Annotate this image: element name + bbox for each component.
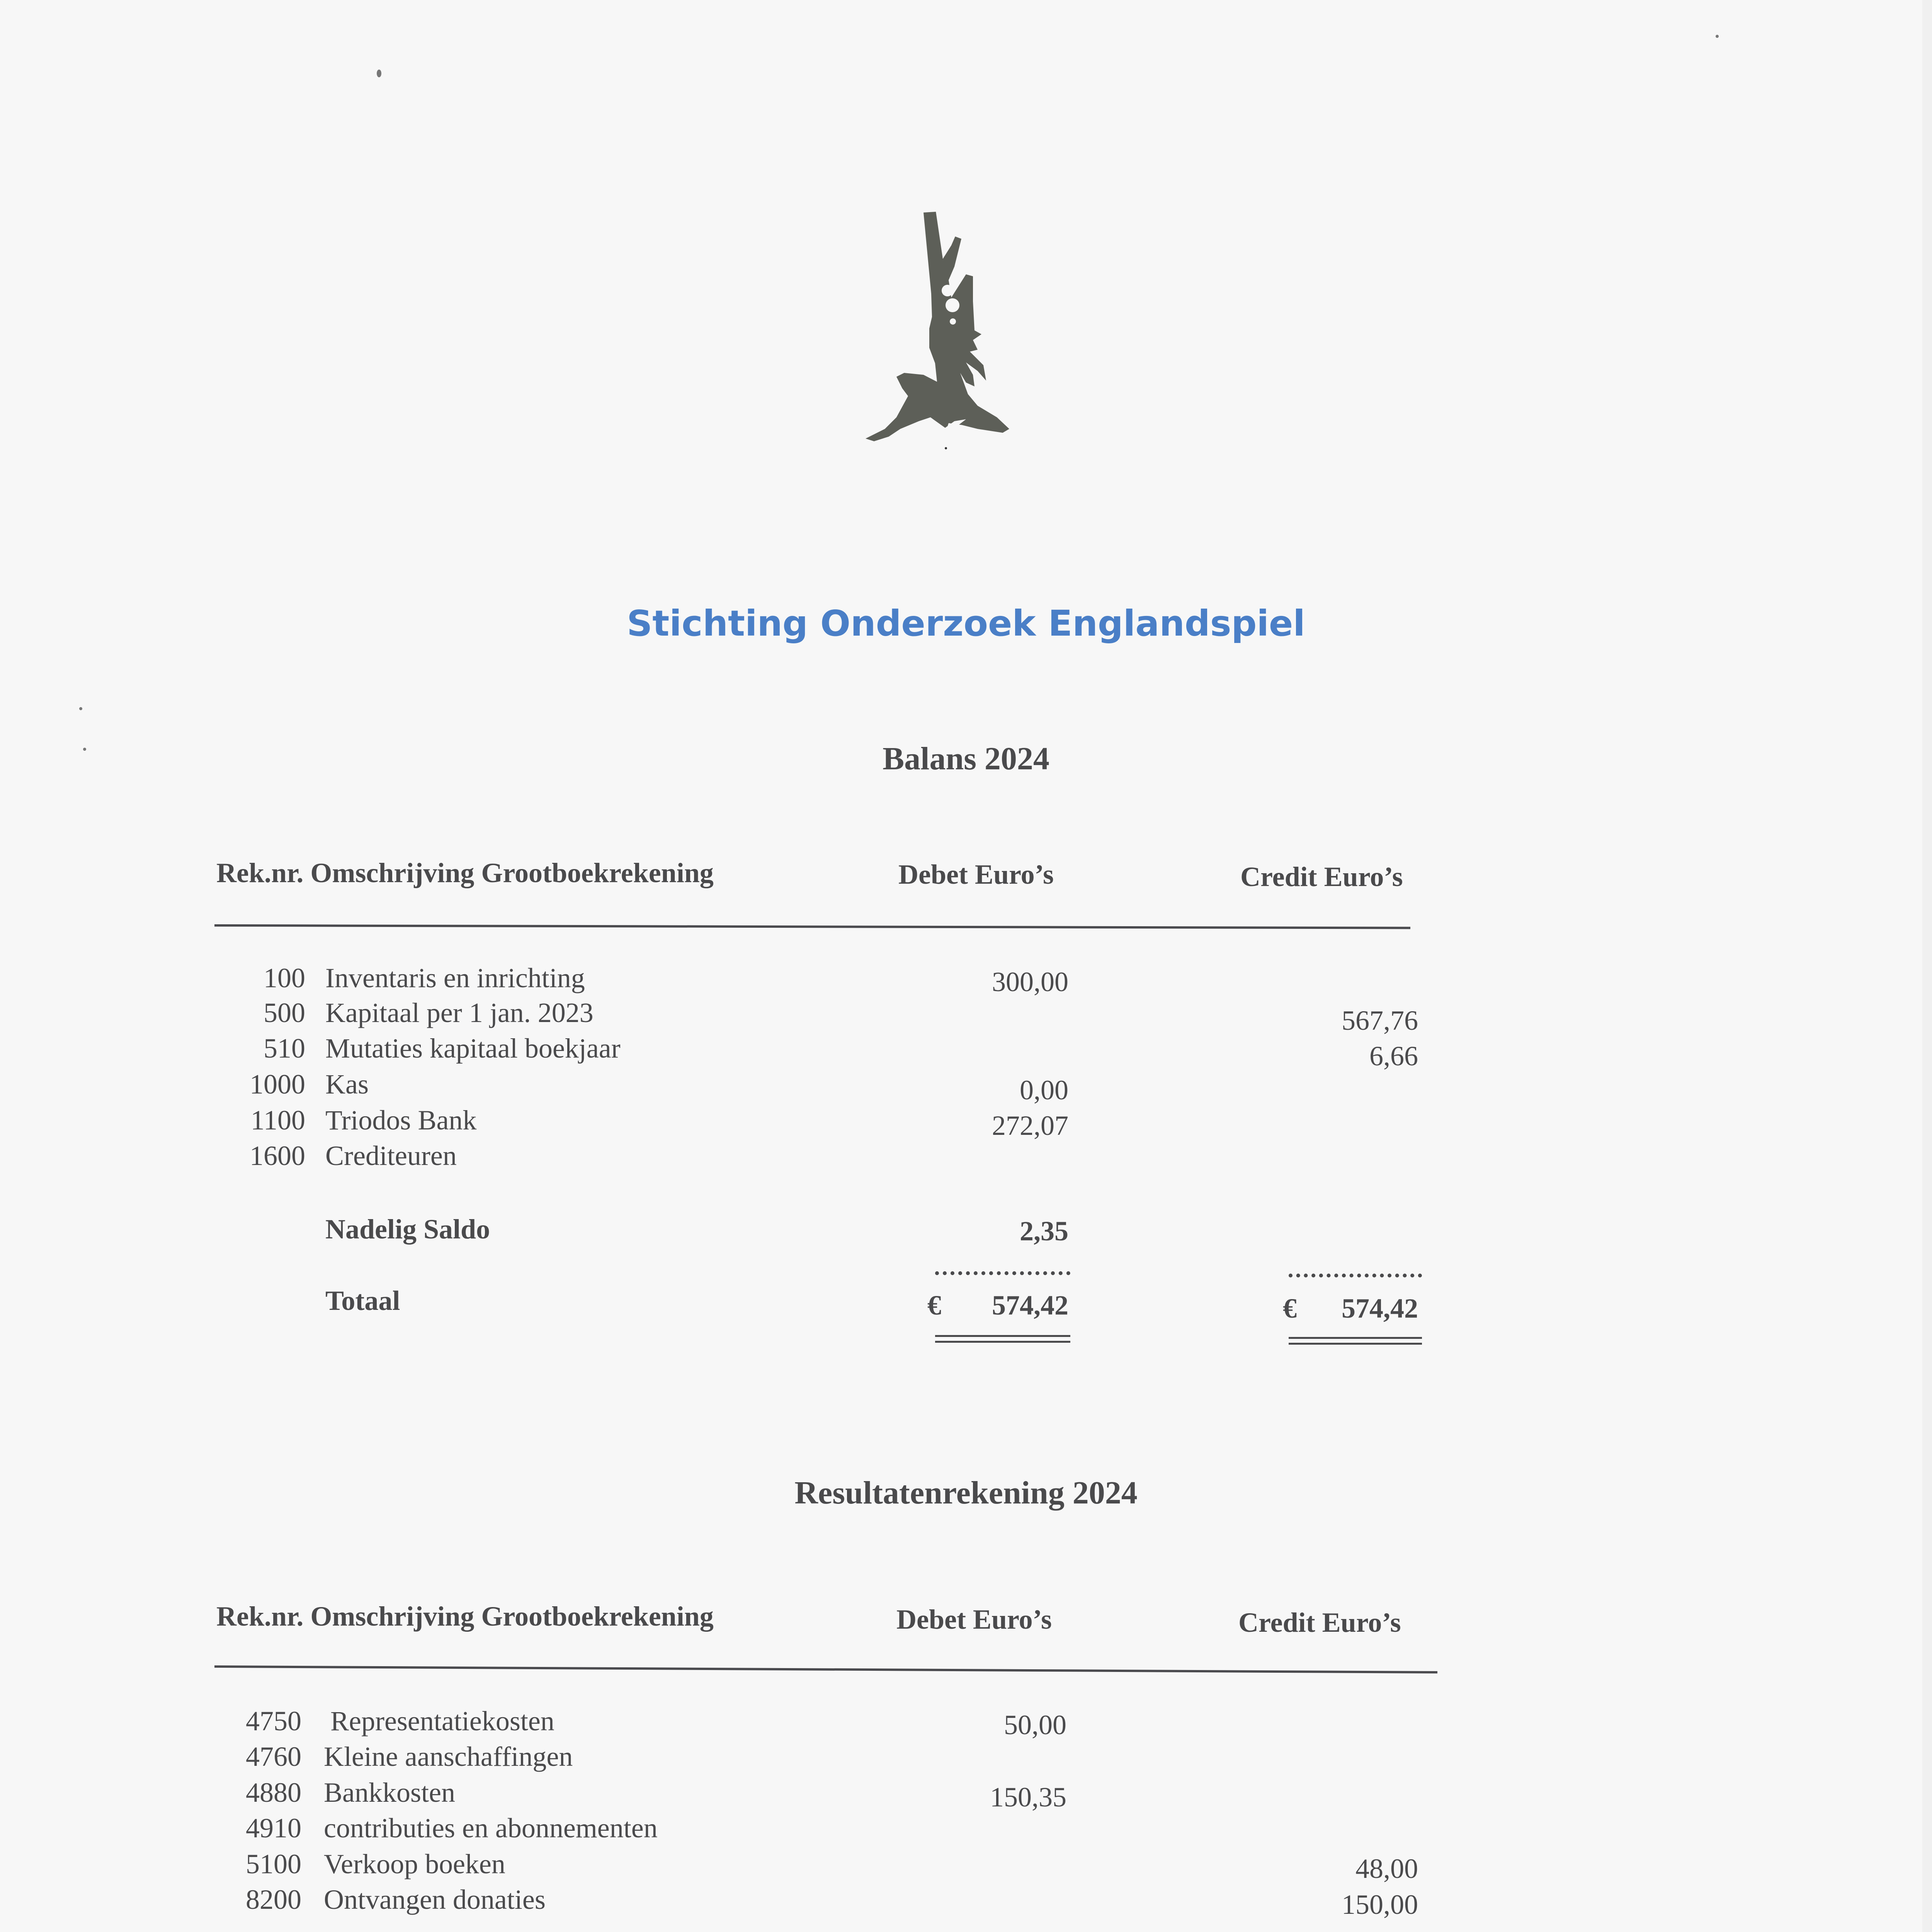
balans-saldo-label: Nadelig Saldo xyxy=(325,1214,490,1245)
balans-row-credit: 567,76 xyxy=(1342,1005,1418,1036)
resultaten-row-debit: 150,35 xyxy=(990,1782,1066,1813)
resultaten-row-code: 4880 xyxy=(246,1777,301,1808)
balans-subtotal-rule-credit xyxy=(1289,1274,1422,1277)
scan-speck xyxy=(1716,35,1719,38)
balans-row-description: Mutaties kapitaal boekjaar xyxy=(325,1033,621,1064)
resultaten-header-debit: Debet Euro’s xyxy=(896,1604,1052,1635)
balans-row-code: 1000 xyxy=(250,1069,305,1100)
scan-speck xyxy=(377,70,381,77)
balans-row-description: Inventaris en inrichting xyxy=(325,963,585,993)
balans-total-credit: 574,42 xyxy=(1342,1293,1418,1324)
balans-row-code: 1100 xyxy=(250,1105,305,1136)
balans-row-credit: 6,66 xyxy=(1369,1041,1418,1071)
balans-row-debit: 0,00 xyxy=(1020,1075,1068,1105)
balans-row-code: 510 xyxy=(264,1033,305,1064)
organization-title: Stichting Onderzoek Englandspiel xyxy=(627,603,1305,644)
balans-row-description: Triodos Bank xyxy=(325,1105,477,1136)
resultaten-row-code: 4750 xyxy=(246,1706,301,1736)
balans-subtotal-rule-debit xyxy=(935,1271,1070,1275)
resultaten-row-credit: 48,00 xyxy=(1355,1853,1418,1884)
resultaten-header-credit: Credit Euro’s xyxy=(1238,1607,1401,1638)
scan-edge-strip xyxy=(1922,0,1932,1932)
balans-total-debit: 574,42 xyxy=(992,1290,1068,1321)
resultaten-row-description: contributies en abonnementen xyxy=(324,1813,658,1844)
resultaten-row-description: Kleine aanschaffingen xyxy=(324,1741,573,1772)
balans-total-double-rule-credit xyxy=(1289,1337,1422,1345)
resultaten-row-credit: 150,00 xyxy=(1342,1889,1418,1920)
resultaten-row-description: Representatiekosten xyxy=(330,1706,554,1736)
balans-header-debit: Debet Euro’s xyxy=(898,859,1054,890)
balans-total-debit-currency: € xyxy=(927,1290,941,1321)
balans-row-debit: 272,07 xyxy=(992,1110,1068,1141)
balans-row-code: 500 xyxy=(264,997,305,1028)
balans-row-code: 100 xyxy=(264,963,305,993)
balans-row-description: Kas xyxy=(325,1069,369,1100)
balans-row-debit: 300,00 xyxy=(992,966,1068,997)
parachutist-sculpture-logo-icon xyxy=(850,201,1063,572)
resultaten-row-code: 4760 xyxy=(246,1741,301,1772)
balans-row-code: 1600 xyxy=(250,1140,305,1171)
balans-header-account: Rek.nr. Omschrijving Grootboekrekening xyxy=(216,857,714,888)
balans-header-credit: Credit Euro’s xyxy=(1240,861,1403,892)
balans-saldo-debit: 2,35 xyxy=(1020,1216,1068,1247)
resultaten-row-debit: 50,00 xyxy=(1004,1709,1066,1740)
resultaten-row-description: Verkoop boeken xyxy=(324,1849,505,1879)
resultaten-row-code: 4910 xyxy=(246,1813,301,1844)
resultaten-row-description: Bankkosten xyxy=(324,1777,455,1808)
balans-title: Balans 2024 xyxy=(883,741,1049,777)
balans-row-description: Crediteuren xyxy=(325,1140,457,1171)
balans-row-description: Kapitaal per 1 jan. 2023 xyxy=(325,997,594,1028)
balans-total-credit-currency: € xyxy=(1283,1293,1297,1324)
resultaten-row-description: Ontvangen donaties xyxy=(324,1884,546,1915)
balans-total-label: Totaal xyxy=(325,1285,400,1316)
scan-speck xyxy=(79,707,82,710)
resultaten-row-code: 5100 xyxy=(246,1849,301,1879)
balans-total-double-rule-debit xyxy=(935,1335,1070,1343)
resultaten-row-code: 8200 xyxy=(246,1884,301,1915)
resultaten-title: Resultatenrekening 2024 xyxy=(794,1475,1138,1511)
resultaten-header-account: Rek.nr. Omschrijving Grootboekrekening xyxy=(216,1601,714,1632)
